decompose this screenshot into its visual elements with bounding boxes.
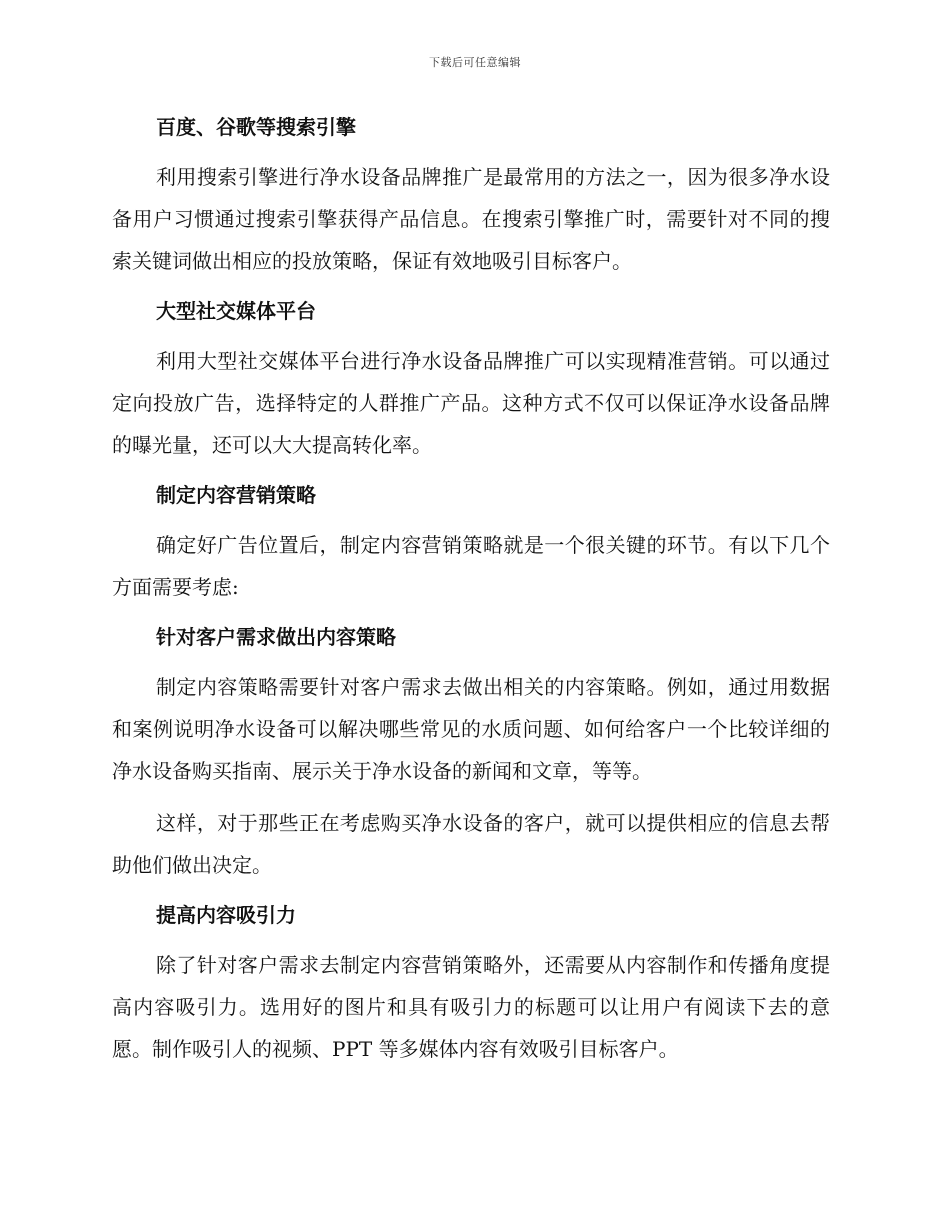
paragraph-customer-decision: 这样，对于那些正在考虑购买净水设备的客户，就可以提供相应的信息去帮助他们做出决定。 <box>112 811 830 877</box>
section-heading-search-engines: 百度、谷歌等搜索引擎 <box>156 115 356 139</box>
paragraph-content-strategy: 确定好广告位置后，制定内容营销策略就是一个很关键的环节。有以下几个方面需要考虑: <box>112 533 830 599</box>
section-heading-content-strategy: 制定内容营销策略 <box>156 483 316 507</box>
section-heading-customer-needs: 针对客户需求做出内容策略 <box>156 625 396 649</box>
paragraph-content-appeal: 除了针对客户需求去制定内容营销策略外，还需要从内容制作和传播角度提高内容吸引力。选用好的图片和具有吸引力的标题可以让用户有阅读下去的意愿。制作吸引人的视频、PPT 等多媒体内容有效吸引目标客户。 <box>112 953 830 1061</box>
page-header-note: 下载后可任意编辑 <box>429 56 521 69</box>
section-heading-content-appeal: 提高内容吸引力 <box>156 903 296 927</box>
paragraph-search-engines: 利用搜索引擎进行净水设备品牌推广是最常用的方法之一，因为很多净水设备用户习惯通过搜索引擎获得产品信息。在搜索引擎推广时，需要针对不同的搜索关键词做出相应的投放策略，保证有效地吸引目标客户。 <box>112 165 830 273</box>
paragraph-social-media: 利用大型社交媒体平台进行净水设备品牌推广可以实现精准营销。可以通过定向投放广告，选择特定的人群推广产品。这种方式不仅可以保证净水设备品牌的曝光量，还可以大大提高转化率。 <box>112 349 830 457</box>
document-body <box>112 108 830 1080</box>
paragraph-customer-needs: 制定内容策略需要针对客户需求去做出相关的内容策略。例如，通过用数据和案例说明净水设备可以解决哪些常见的水质问题、如何给客户一个比较详细的净水设备购买指南、展示关于净水设备的新闻和文章，等等。 <box>112 675 830 783</box>
section-heading-social-media: 大型社交媒体平台 <box>156 299 316 323</box>
